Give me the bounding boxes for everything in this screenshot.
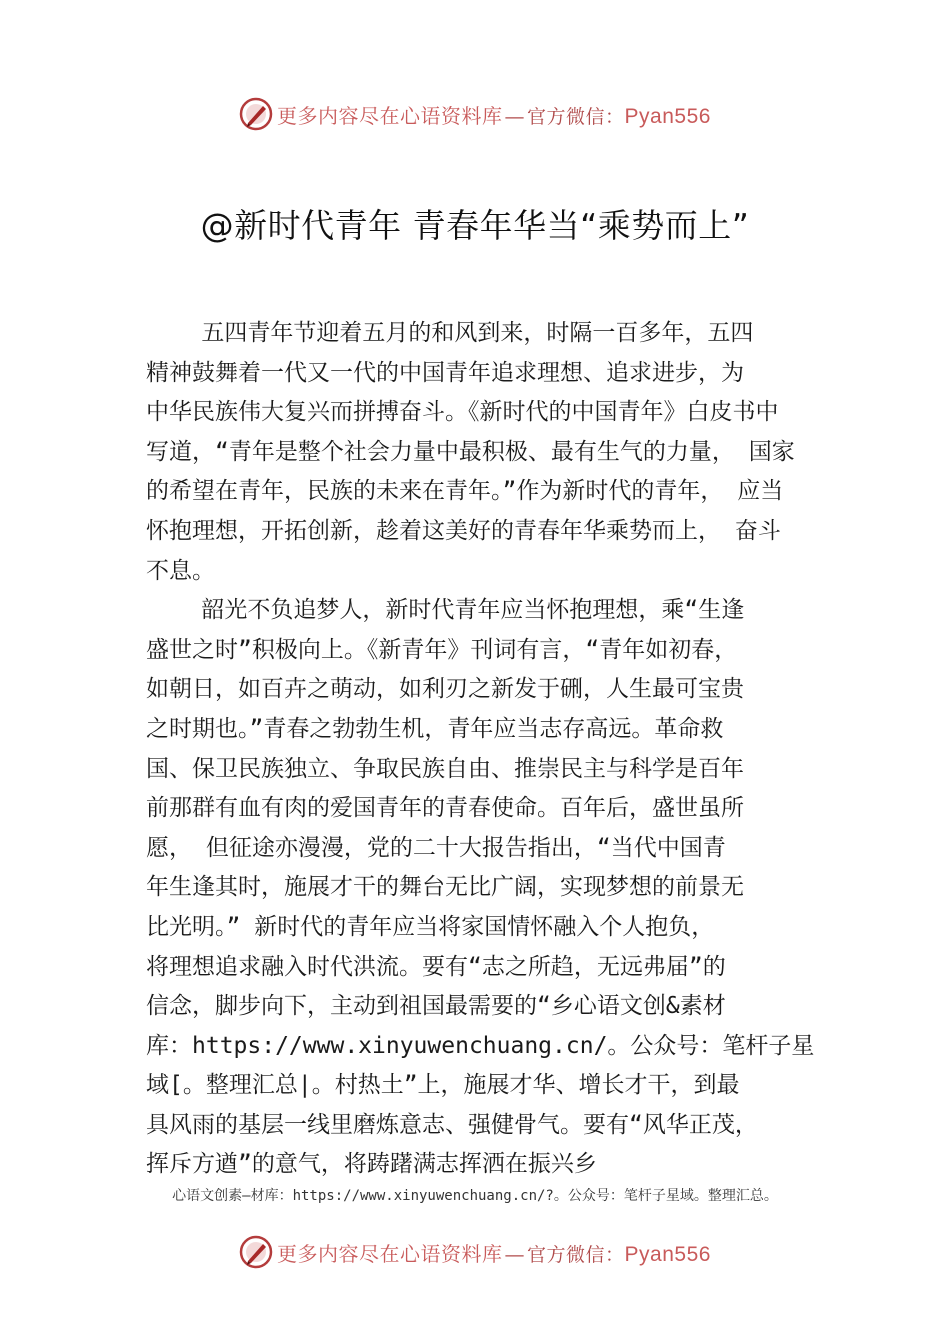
article-body <box>146 314 836 1185</box>
article-line: 盛世之时”积极向上。《新青年》刊词有言，“青年如初春， <box>146 636 738 663</box>
article-line: 如朝日，如百卉之萌动，如利刃之新发于硎，人生最可宝贵 <box>146 676 744 703</box>
article-line: 愿， 但征途亦漫漫，党的二十大报告指出，“当代中国青 <box>146 834 726 861</box>
article-line: 写道，“青年是整个社会力量中最积极、最有生气的力量， 国家 <box>146 438 795 465</box>
article-line: 中华民族伟大复兴而拼搏奋斗。《新时代的中国青年》白皮书中 <box>146 399 779 426</box>
article-line: 挥斥方遒”的意气，将踌躇满志挥洒在振兴乡 <box>146 1151 597 1178</box>
footer-banner <box>0 1232 950 1272</box>
banner-wechat-id: Pyan556 <box>624 1242 711 1266</box>
article-line: 前那群有血有肉的爱国青年的青春使命。百年后，盛世虽所 <box>146 795 744 822</box>
banner-wechat-label: 官方微信： <box>527 105 625 128</box>
article-line: 韶光不负追梦人，新时代青年应当怀抱理想，乘“生逢 <box>146 597 745 624</box>
article-line: 域[。整理汇总|。村热土”上，施展才华、增长才干，到最 <box>146 1072 740 1099</box>
article-line: 年生逢其时，施展才干的舞台无比广阔，实现梦想的前景无 <box>146 874 744 901</box>
article-line: 不息。 <box>146 557 215 584</box>
banner-slogan: 更多内容尽在心语资料库 <box>277 1241 503 1266</box>
article-line: 国、保卫民族独立、争取民族自由、推崇民主与科学是百年 <box>146 755 744 782</box>
banner-slogan: 更多内容尽在心语资料库 <box>277 103 503 128</box>
article-title: @新时代青年 青春年华当“乘势而上” <box>200 206 750 245</box>
banner-text <box>277 1238 711 1267</box>
article-line: 具风雨的基层一线里磨炼意志、强健骨气。要有“风华正茂， <box>146 1111 758 1138</box>
banner-separator: — <box>504 1241 526 1266</box>
banner-wechat-id: Pyan556 <box>624 104 711 128</box>
header-banner <box>0 94 950 134</box>
article-line: 比光明。” 新时代的青年应当将家国情怀融入个人抱负， <box>146 913 715 940</box>
article-line: 库：https://www.xinyuwenchuang.cn/。公众号：笔杆子星 <box>146 1032 815 1059</box>
banner-separator: — <box>504 103 526 128</box>
footer-source-note: 心语文创素—材库：https://www.xinyuwenchuang.cn/?。公众号：笔杆子星域。整理汇总。 <box>172 1188 778 1204</box>
article-line: 怀抱理想，开拓创新，趁着这美好的青春年华乘势而上， 奋斗 <box>146 517 781 544</box>
article-line: 精神鼓舞着一代又一代的中国青年追求理想、追求进步，为 <box>146 359 744 386</box>
red-pen-seal-icon <box>239 97 273 131</box>
banner-wechat-label: 官方微信： <box>527 1243 625 1266</box>
banner-text <box>277 100 711 129</box>
article-line: 五四青年节迎着五月的和风到来，时隔一百多年，五四 <box>146 320 754 346</box>
article-line: 的希望在青年，民族的未来在青年。”作为新时代的青年， 应当 <box>146 478 784 505</box>
article-line: 信念，脚步向下，主动到祖国最需要的“乡心语文创&素材 <box>146 993 726 1020</box>
article-line: 将理想追求融入时代洪流。要有“志之所趋，无远弗届”的 <box>146 953 726 980</box>
article-line: 之时期也。”青春之勃勃生机，青年应当志存高远。革命救 <box>146 715 724 742</box>
red-pen-seal-icon <box>239 1235 273 1269</box>
